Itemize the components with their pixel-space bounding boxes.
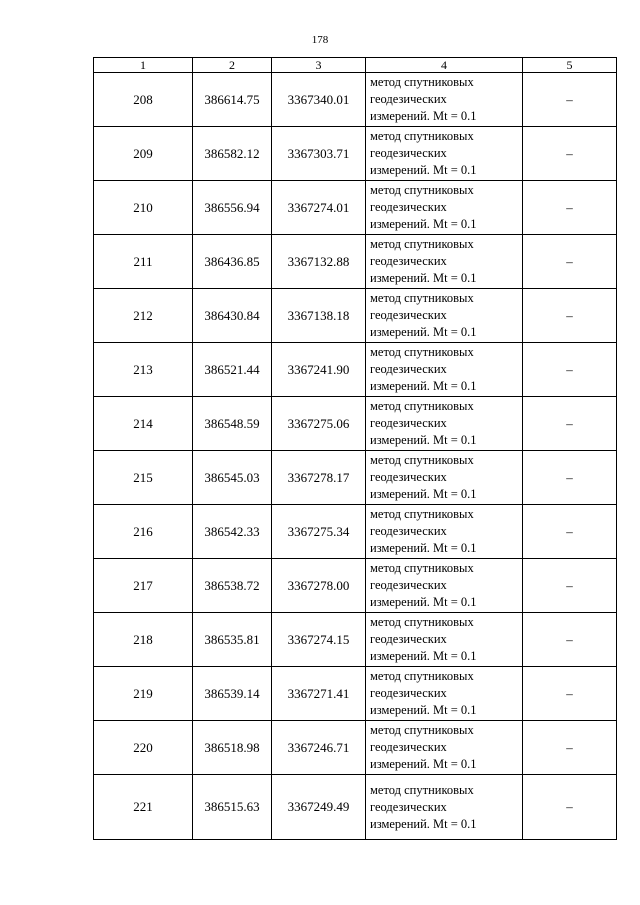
coordinate-y: 3367275.06 <box>272 397 366 451</box>
point-number: 211 <box>94 235 193 289</box>
point-number: 215 <box>94 451 193 505</box>
point-number: 212 <box>94 289 193 343</box>
table-row <box>94 721 617 775</box>
page-number: 178 <box>311 34 329 46</box>
coordinate-x: 386614.75 <box>193 73 272 127</box>
method-text: геодезических <box>370 92 447 106</box>
method-text: измерений. Mt = 0.1 <box>370 217 477 231</box>
method-text: измерений. Mt = 0.1 <box>370 271 477 285</box>
column5-value: – <box>523 343 617 397</box>
method-text: измерений. Mt = 0.1 <box>370 379 477 393</box>
method-text: метод спутниковых <box>370 723 474 737</box>
coordinates-table <box>93 57 617 840</box>
method-text: измерений. Mt = 0.1 <box>370 109 477 123</box>
table-row <box>94 181 617 235</box>
method-text: метод спутниковых <box>370 75 474 89</box>
coordinate-x: 386521.44 <box>193 343 272 397</box>
method-cell <box>366 73 523 127</box>
method-text: геодезических <box>370 254 447 268</box>
coordinate-x: 386535.81 <box>193 613 272 667</box>
coordinate-y: 3367278.17 <box>272 451 366 505</box>
coordinate-y: 3367138.18 <box>272 289 366 343</box>
column-header: 1 <box>94 58 193 73</box>
method-text: геодезических <box>370 200 447 214</box>
method-text: метод спутниковых <box>370 345 474 359</box>
coordinate-y: 3367274.01 <box>272 181 366 235</box>
method-text: метод спутниковых <box>370 291 474 305</box>
method-text: геодезических <box>370 416 447 430</box>
method-text: измерений. Mt = 0.1 <box>370 649 477 663</box>
column5-value: – <box>523 775 617 840</box>
point-number: 209 <box>94 127 193 181</box>
method-text: метод спутниковых <box>370 561 474 575</box>
column-header: 2 <box>193 58 272 73</box>
coordinate-y: 3367340.01 <box>272 73 366 127</box>
method-text: метод спутниковых <box>370 399 474 413</box>
method-text: измерений. Mt = 0.1 <box>370 541 477 555</box>
method-text: метод спутниковых <box>370 615 474 629</box>
point-number: 210 <box>94 181 193 235</box>
column5-value: – <box>523 721 617 775</box>
coordinate-x: 386548.59 <box>193 397 272 451</box>
table-row <box>94 613 617 667</box>
method-cell <box>366 127 523 181</box>
coordinate-y: 3367132.88 <box>272 235 366 289</box>
coordinate-x: 386430.84 <box>193 289 272 343</box>
coordinate-y: 3367246.71 <box>272 721 366 775</box>
method-text: геодезических <box>370 146 447 160</box>
method-cell <box>366 451 523 505</box>
method-cell <box>366 667 523 721</box>
method-text: метод спутниковых <box>370 669 474 683</box>
coordinate-y: 3367241.90 <box>272 343 366 397</box>
column5-value: – <box>523 451 617 505</box>
method-cell <box>366 613 523 667</box>
coordinate-x: 386538.72 <box>193 559 272 613</box>
column-header: 5 <box>523 58 617 73</box>
table-row <box>94 127 617 181</box>
method-cell <box>366 289 523 343</box>
coordinate-y: 3367303.71 <box>272 127 366 181</box>
table-row <box>94 505 617 559</box>
table-header-row <box>94 58 617 73</box>
column5-value: – <box>523 667 617 721</box>
method-text: измерений. Mt = 0.1 <box>370 487 477 501</box>
point-number: 219 <box>94 667 193 721</box>
column5-value: – <box>523 397 617 451</box>
table-row <box>94 667 617 721</box>
coordinate-x: 386542.33 <box>193 505 272 559</box>
coordinate-y: 3367274.15 <box>272 613 366 667</box>
method-text: метод спутниковых <box>370 237 474 251</box>
table-row <box>94 73 617 127</box>
column-header: 4 <box>366 58 523 73</box>
coordinate-y: 3367249.49 <box>272 775 366 840</box>
method-text: метод спутниковых <box>370 507 474 521</box>
method-text: геодезических <box>370 740 447 754</box>
coordinate-x: 386582.12 <box>193 127 272 181</box>
method-text: метод спутниковых <box>370 129 474 143</box>
method-text: метод спутниковых <box>370 782 474 797</box>
coordinate-y: 3367275.34 <box>272 505 366 559</box>
method-cell <box>366 505 523 559</box>
table-row <box>94 289 617 343</box>
table-row <box>94 235 617 289</box>
table-row <box>94 775 617 840</box>
method-cell <box>366 775 523 840</box>
point-number: 214 <box>94 397 193 451</box>
column5-value: – <box>523 559 617 613</box>
point-number: 217 <box>94 559 193 613</box>
method-text: измерений. Mt = 0.1 <box>370 325 477 339</box>
method-text: геодезических <box>370 632 447 646</box>
point-number: 213 <box>94 343 193 397</box>
method-cell <box>366 235 523 289</box>
method-text: геодезических <box>370 362 447 376</box>
method-text: измерений. Mt = 0.1 <box>370 433 477 447</box>
column5-value: – <box>523 289 617 343</box>
method-text: измерений. Mt = 0.1 <box>370 595 477 609</box>
method-cell <box>366 181 523 235</box>
method-text: геодезических <box>370 799 447 814</box>
coordinate-x: 386545.03 <box>193 451 272 505</box>
coordinate-x: 386556.94 <box>193 181 272 235</box>
table-row <box>94 343 617 397</box>
table-row <box>94 397 617 451</box>
coordinate-y: 3367278.00 <box>272 559 366 613</box>
column5-value: – <box>523 235 617 289</box>
point-number: 218 <box>94 613 193 667</box>
method-text: геодезических <box>370 686 447 700</box>
method-text: метод спутниковых <box>370 453 474 467</box>
coordinate-x: 386515.63 <box>193 775 272 840</box>
column5-value: – <box>523 505 617 559</box>
method-text: геодезических <box>370 578 447 592</box>
method-cell <box>366 721 523 775</box>
column-header: 3 <box>272 58 366 73</box>
point-number: 216 <box>94 505 193 559</box>
method-text: метод спутниковых <box>370 183 474 197</box>
coordinate-y: 3367271.41 <box>272 667 366 721</box>
coordinate-x: 386518.98 <box>193 721 272 775</box>
coordinate-x: 386539.14 <box>193 667 272 721</box>
method-text: геодезических <box>370 524 447 538</box>
coordinate-x: 386436.85 <box>193 235 272 289</box>
method-text: измерений. Mt = 0.1 <box>370 757 477 771</box>
method-text: измерений. Mt = 0.1 <box>370 703 477 717</box>
point-number: 221 <box>94 775 193 840</box>
point-number: 208 <box>94 73 193 127</box>
table-row <box>94 559 617 613</box>
point-number: 220 <box>94 721 193 775</box>
table-row <box>94 451 617 505</box>
method-cell <box>366 343 523 397</box>
method-text: геодезических <box>370 470 447 484</box>
column5-value: – <box>523 181 617 235</box>
method-text: измерений. Mt = 0.1 <box>370 816 477 831</box>
method-cell <box>366 397 523 451</box>
method-cell <box>366 559 523 613</box>
method-text: геодезических <box>370 308 447 322</box>
column5-value: – <box>523 613 617 667</box>
column5-value: – <box>523 127 617 181</box>
method-text: измерений. Mt = 0.1 <box>370 163 477 177</box>
column5-value: – <box>523 73 617 127</box>
